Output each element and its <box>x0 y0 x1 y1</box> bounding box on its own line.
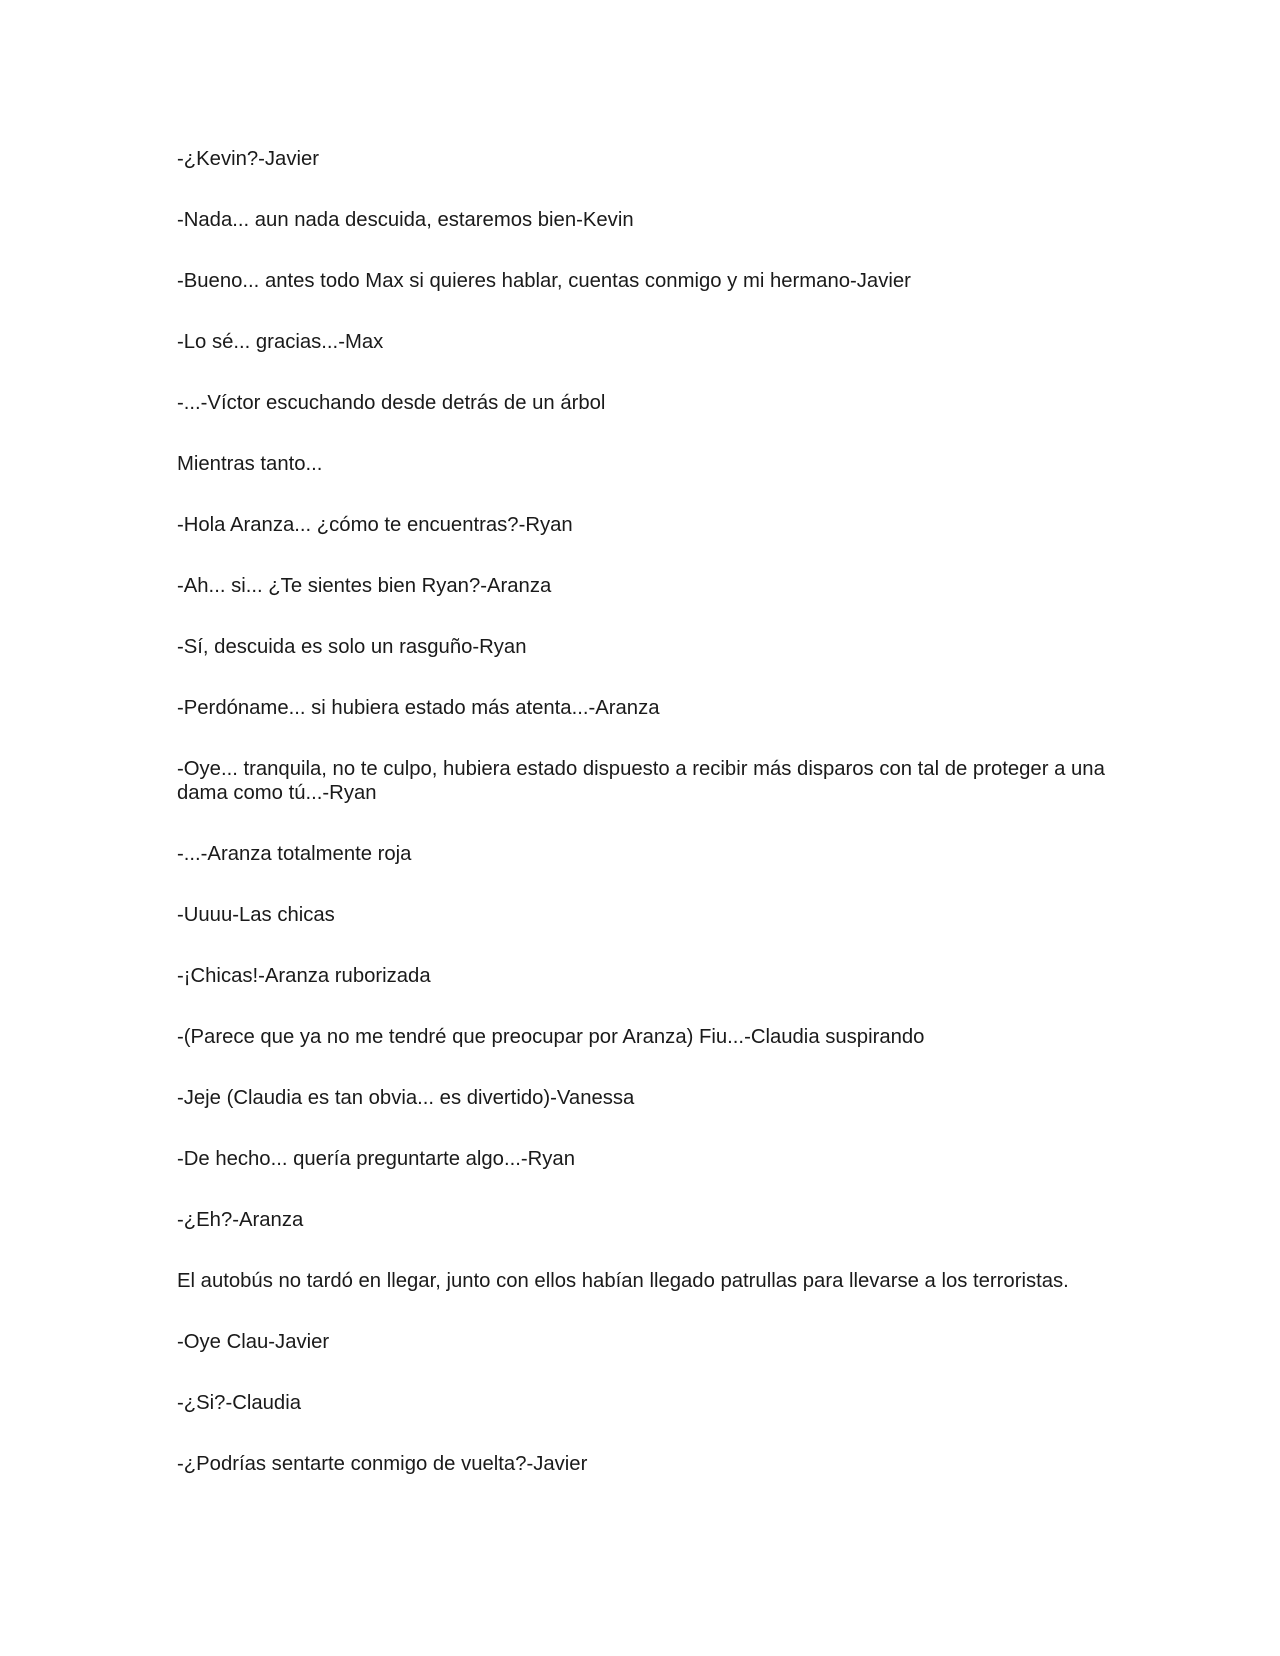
paragraph: -...-Aranza totalmente roja <box>177 843 412 865</box>
paragraph: -¿Kevin?-Javier <box>177 148 320 170</box>
paragraph: El autobús no tardó en llegar, junto con ellos habían llegado patrullas para llevarse a los terroristas. <box>177 1270 1069 1292</box>
paragraph: -(Parece que ya no me tendré que preocupar por Aranza) Fiu...-Claudia suspirando <box>177 1026 925 1048</box>
paragraph: -¿Podrías sentarte conmigo de vuelta?-Javier <box>177 1453 588 1475</box>
paragraph: -Jeje (Claudia es tan obvia... es divertido)-Vanessa <box>177 1087 635 1109</box>
paragraph: -Ah... si... ¿Te sientes bien Ryan?-Aranza <box>177 575 552 597</box>
paragraph: -De hecho... quería preguntarte algo...-Ryan <box>177 1148 575 1170</box>
paragraph: -Perdóname... si hubiera estado más atenta...-Aranza <box>177 697 660 719</box>
paragraph: -Oye... tranquila, no te culpo, hubiera estado dispuesto a recibir más disparos con tal de proteger a una dama como tú...-Ryan <box>177 758 1105 804</box>
paragraph: -Bueno... antes todo Max si quieres hablar, cuentas conmigo y mi hermano-Javier <box>177 270 911 292</box>
paragraph: -Uuuu-Las chicas <box>177 904 335 926</box>
paragraph: -Lo sé... gracias...-Max <box>177 331 384 353</box>
paragraph: -Oye Clau-Javier <box>177 1331 330 1353</box>
paragraph: -¿Eh?-Aranza <box>177 1209 304 1231</box>
paragraph: -Hola Aranza... ¿cómo te encuentras?-Ryan <box>177 514 573 536</box>
paragraph: -Nada... aun nada descuida, estaremos bien-Kevin <box>177 209 634 231</box>
paragraph: Mientras tanto... <box>177 453 323 475</box>
paragraph: -¡Chicas!-Aranza ruborizada <box>177 965 431 987</box>
document-body <box>177 147 1107 1513</box>
paragraph: -¿Si?-Claudia <box>177 1392 301 1414</box>
paragraph: -...-Víctor escuchando desde detrás de un árbol <box>177 392 606 414</box>
paragraph: -Sí, descuida es solo un rasguño-Ryan <box>177 636 527 658</box>
